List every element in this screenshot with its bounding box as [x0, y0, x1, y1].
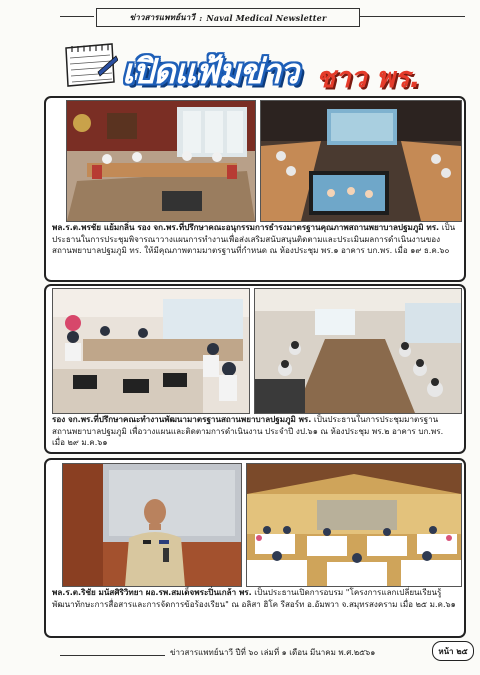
caption-1-bold: พล.ร.ต.พรชัย แย้มกลิ่น รอง จก.พร.ที่ปรึกษาคณะอนุกรรมการธำรงมาตรฐานคุณภาพสถานพยาบาลปฐมภูมิ ทร. — [52, 222, 440, 232]
news-item-3 — [44, 458, 466, 638]
photo-meeting-room-2 — [260, 100, 462, 222]
notebook-icon — [60, 42, 118, 88]
news-caption-3 — [52, 587, 458, 610]
photo-meeting-room-3 — [52, 288, 250, 414]
caption-1-text: เป็นประธานในการประชุมพิจารณาวางแผนการทำงานเพื่อส่งเสริมสนับสนุนติดตามและประเมินผลการดำเนินงานของสถานพยาบาลปฐมภูมิ ทร. ให้มีคุณภาพตามมาตรฐานที่กำหนด ณ ห้องประชุม พร.๑ อาคาร บก.พร. เมื่อ ๑๙ ธ.ค.๖๐ — [52, 222, 456, 256]
banner-subtitle: ชาว พร. — [316, 61, 421, 94]
photo-meeting-room-1 — [66, 100, 256, 222]
banner-title: เปิดแฟ้มข่าว — [122, 52, 299, 92]
section-banner — [60, 38, 460, 100]
photo-training-hall — [246, 463, 462, 587]
news-caption-2 — [52, 414, 458, 449]
header-title-thai: ข่าวสารแพทย์นาวี — [129, 12, 196, 22]
caption-3-bold: พล.ร.ต.ริชัย มนัสศิริวิทยา ผอ.รพ.สมเด็จพระปิ่นเกล้า พร. — [52, 587, 252, 597]
news-item-2 — [44, 284, 466, 454]
news-caption-1 — [52, 222, 458, 257]
page-number-badge: หน้า ๒๕ — [432, 641, 474, 661]
header-separator: : — [199, 12, 203, 23]
photo-presenter — [62, 463, 242, 587]
caption-3-text: เป็นประธานเปิดการอบรม "โครงการแลกเปลี่ยนเรียนรู้พัฒนาทักษะการสื่อสารและการจัดการข้อร้องเรียน" ณ อลิสา ฮิโค รีสอร์ท อ.อัมพวา จ.สมุทรสงคราม เมื่อ ๒๕ ม.ค.๖๑ — [52, 587, 456, 609]
page-footer — [170, 643, 470, 661]
news-item-1 — [44, 96, 466, 282]
caption-2-text: เป็นประธานในการประชุมมาตรฐานสถานพยาบาลปฐมภูมิ เพื่อวางแผนและติดตามการดำเนินงาน ประจำปี งป.๖๑ ณ ห้องประชุม พร.๒ อาคาร บก.พร. เมื่อ ๒๙ ม.ค.๖๑ — [52, 414, 444, 448]
newsletter-header — [96, 8, 360, 27]
footer-issue-info: ข่าวสารแพทย์นาวี ปีที่ ๖๐ เล่มที่ ๑ เดือน มีนาคม พ.ศ.๒๕๖๑ — [170, 647, 376, 657]
header-title-english: Naval Medical Newsletter — [206, 12, 327, 23]
photo-meeting-room-4 — [254, 288, 462, 414]
caption-2-bold: รอง จก.พร.ที่ปรึกษาคณะทำงานพัฒนามาตรฐานสถานพยาบาลปฐมภูมิ พร. — [52, 414, 312, 424]
